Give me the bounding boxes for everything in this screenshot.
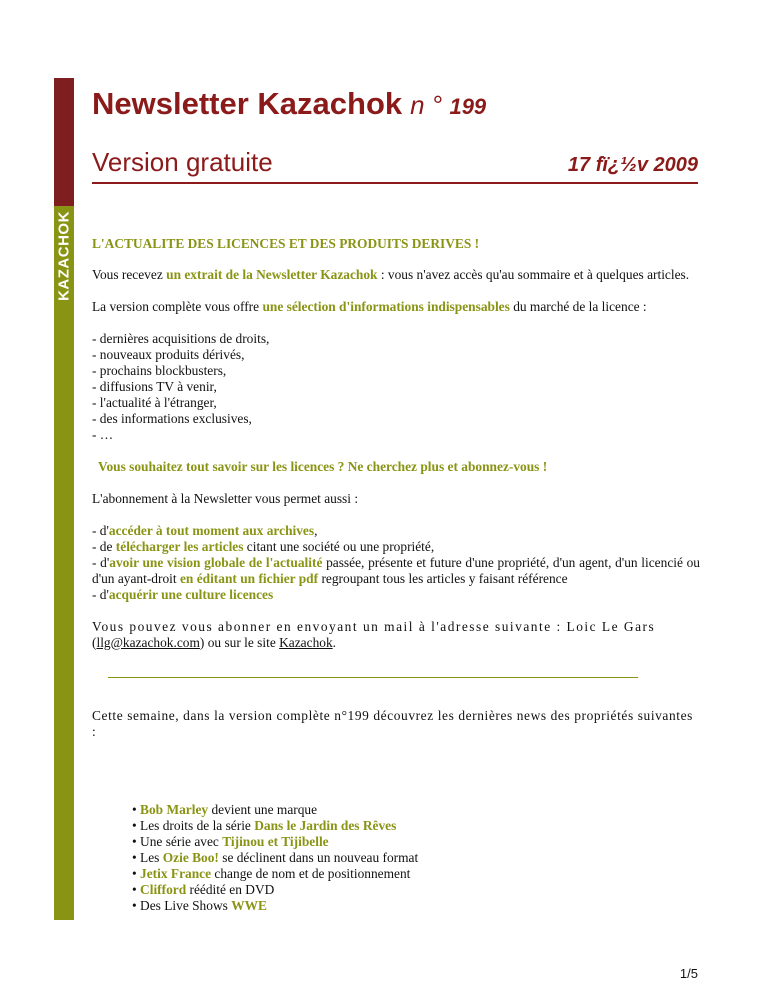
sidebar-red-bar <box>54 78 74 206</box>
features-list <box>92 331 700 443</box>
benefits-list <box>92 523 700 603</box>
email-link[interactable]: llg@kazachok.com <box>96 635 200 650</box>
sidebar-green-bar <box>54 206 74 920</box>
list-item: - d'avoir une vision globale de l'actualité passée, présente et future d'une propriété, d'un agent, d'un licencié ou d'un ayant-droit en éditant un fichier pdf regroupant tous les articles y faisant référence <box>92 555 701 586</box>
news-list <box>92 802 700 914</box>
list-item: - diffusions TV à venir, <box>92 379 217 394</box>
list-item: • Une série avec Tijinou et Tijibelle <box>132 834 700 850</box>
call-to-action: Vous souhaitez tout savoir sur les licences ? Ne cherchez plus et abonnez-vous ! <box>98 459 548 474</box>
issue-date: 17 fï¿½v 2009 <box>567 154 698 176</box>
list-item: • Des Live Shows WWE <box>132 898 700 914</box>
newsletter-title: Newsletter Kazachok n ° 199 <box>92 86 487 121</box>
list-item: - … <box>92 427 114 442</box>
list-item: - l'actualité à l'étranger, <box>92 395 217 410</box>
version-subtitle: Version gratuite <box>92 147 273 177</box>
list-item: - prochains blockbusters, <box>92 363 227 378</box>
section-heading: L'ACTUALITE DES LICENCES ET DES PRODUITS DERIVES ! <box>92 236 480 251</box>
contact-paragraph: Vous pouvez vous abonner en envoyant un mail à l'adresse suivante : Loic Le Gars (llg@kazachok.com) ou sur le site Kazachok. <box>92 619 656 650</box>
list-item: - dernières acquisitions de droits, <box>92 331 270 346</box>
week-intro: Cette semaine, dans la version complète n°199 découvrez les dernières news des propriétés suivantes : <box>92 708 693 739</box>
list-item: • Jetix France change de nom et de positionnement <box>132 866 700 882</box>
site-link[interactable]: Kazachok <box>279 635 333 650</box>
list-item: - des informations exclusives, <box>92 411 252 426</box>
list-item: - d'acquérir une culture licences <box>92 587 274 602</box>
brand-logo: KAZACHOK <box>55 211 73 301</box>
list-item: • Clifford réédité en DVD <box>132 882 700 898</box>
intro-paragraph: Vous recevez un extrait de la Newsletter Kazachok : vous n'avez accès qu'au sommaire et à quelques articles. <box>92 267 690 282</box>
offer-paragraph: La version complète vous offre une sélection d'informations indispensables du marché de la licence : <box>92 299 647 314</box>
list-item: • Bob Marley devient une marque <box>132 802 700 818</box>
section-divider <box>108 677 638 678</box>
issue-number: n ° 199 <box>410 90 487 120</box>
list-item: - nouveaux produits dérivés, <box>92 347 245 362</box>
list-item: • Les Ozie Boo! se déclinent dans un nouveau format <box>132 850 700 866</box>
page-number: 1/5 <box>679 966 698 981</box>
main-content <box>92 236 700 914</box>
header-divider <box>92 182 698 184</box>
list-item: - de télécharger les articles citant une société ou une propriété, <box>92 539 435 554</box>
list-item: • Les droits de la série Dans le Jardin des Rêves <box>132 818 700 834</box>
subscription-intro: L'abonnement à la Newsletter vous permet aussi : <box>92 491 359 506</box>
list-item: - d'accéder à tout moment aux archives, <box>92 523 318 538</box>
